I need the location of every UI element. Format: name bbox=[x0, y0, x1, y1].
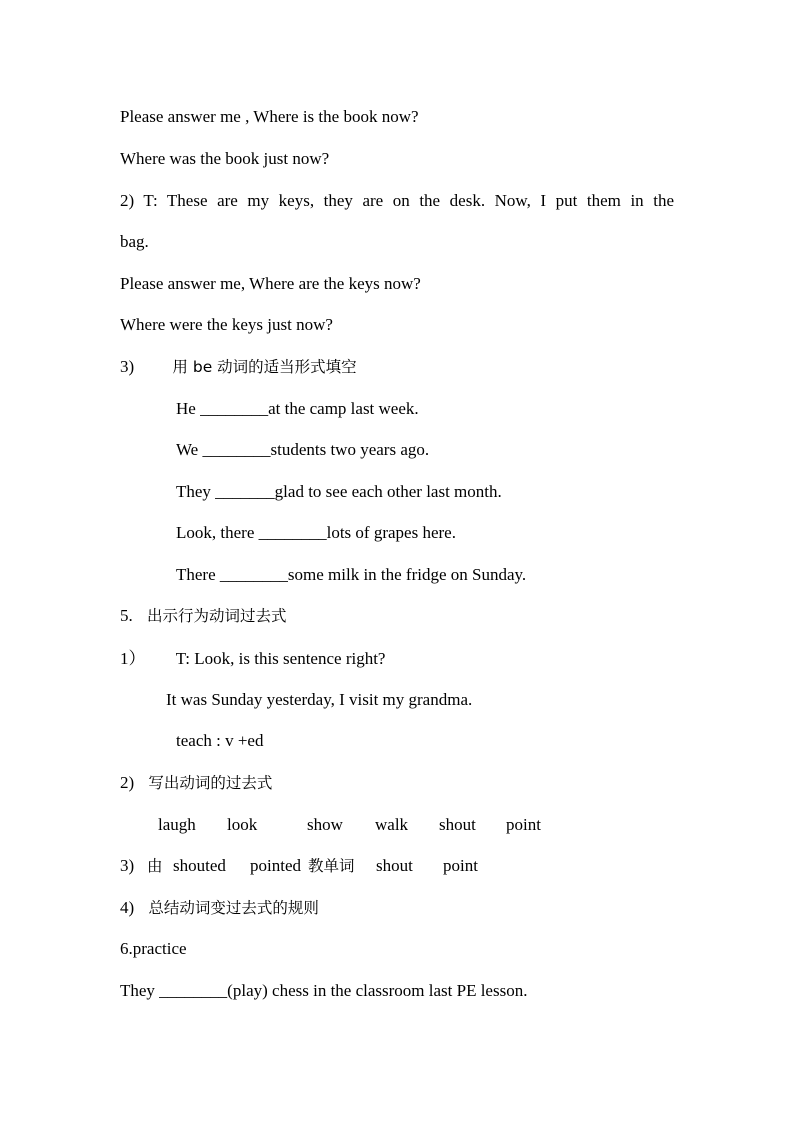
sub3-word-shouted: shouted bbox=[173, 856, 226, 875]
sub1-text: T: Look, is this sentence right? bbox=[175, 649, 386, 668]
section5-sub2 bbox=[120, 773, 272, 793]
sub4-number: 4) bbox=[120, 898, 135, 917]
sub4-text: 总结动词变过去式的规则 bbox=[148, 899, 319, 917]
sub3-number: 3) bbox=[120, 856, 135, 875]
question-book-now: Please answer me , Where is the book now? bbox=[120, 107, 419, 126]
sub3-word-teach-words: 教单词 bbox=[308, 857, 355, 875]
verb-walk: walk bbox=[375, 815, 409, 834]
teacher-keys-sentence: 2) T: These are my keys, they are on the desk. Now, I put them in the bbox=[120, 191, 674, 210]
section3-instruction: 用 be 动词的适当形式填空 bbox=[172, 358, 357, 376]
teacher-keys-sentence-cont: bag. bbox=[120, 232, 149, 251]
fill-blank-item-3: They _______glad to see each other last month. bbox=[176, 482, 502, 501]
section5-heading bbox=[120, 606, 287, 626]
fill-blank-item-4: Look, there ________lots of grapes here. bbox=[176, 523, 456, 542]
fill-blank-item-5: There ________some milk in the fridge on Sunday. bbox=[176, 565, 527, 584]
section5-sub4 bbox=[120, 898, 319, 918]
fill-blank-item-1: He ________at the camp last week. bbox=[176, 399, 419, 418]
verb-point: point bbox=[506, 815, 541, 834]
verb-laugh: laugh bbox=[158, 815, 196, 834]
question-keys-now: Please answer me, Where are the keys now? bbox=[120, 274, 421, 293]
section5-title: 出示行为动词过去式 bbox=[147, 607, 287, 625]
sub1-example-sentence: It was Sunday yesterday, I visit my grandma. bbox=[166, 690, 473, 709]
section5-sub1 bbox=[120, 649, 385, 669]
practice-exercise: They ________(play) chess in the classroom last PE lesson. bbox=[120, 981, 528, 1000]
section3-number: 3) bbox=[120, 357, 135, 376]
sub3-word-pointed: pointed bbox=[250, 856, 301, 875]
sub3-word-point: point bbox=[443, 856, 478, 875]
section5-sub3 bbox=[0, 856, 794, 876]
sub1-rule: teach : v +ed bbox=[176, 731, 264, 750]
sub3-word-shout: shout bbox=[376, 856, 413, 875]
verb-shout: shout bbox=[439, 815, 476, 834]
verb-list bbox=[0, 815, 794, 835]
section3-heading bbox=[120, 357, 357, 377]
question-keys-just-now: Where were the keys just now? bbox=[120, 315, 333, 334]
sub3-word-you: 由 bbox=[147, 857, 163, 875]
verb-look: look bbox=[227, 815, 258, 834]
sub2-number: 2) bbox=[120, 773, 135, 792]
question-book-just-now: Where was the book just now? bbox=[120, 149, 330, 168]
section6-heading: 6.practice bbox=[120, 939, 187, 958]
sub1-number: 1） bbox=[120, 649, 146, 668]
sub2-text: 写出动词的过去式 bbox=[148, 774, 273, 792]
section5-number: 5. bbox=[120, 606, 133, 625]
verb-show: show bbox=[307, 815, 343, 834]
fill-blank-item-2: We ________students two years ago. bbox=[176, 440, 430, 459]
